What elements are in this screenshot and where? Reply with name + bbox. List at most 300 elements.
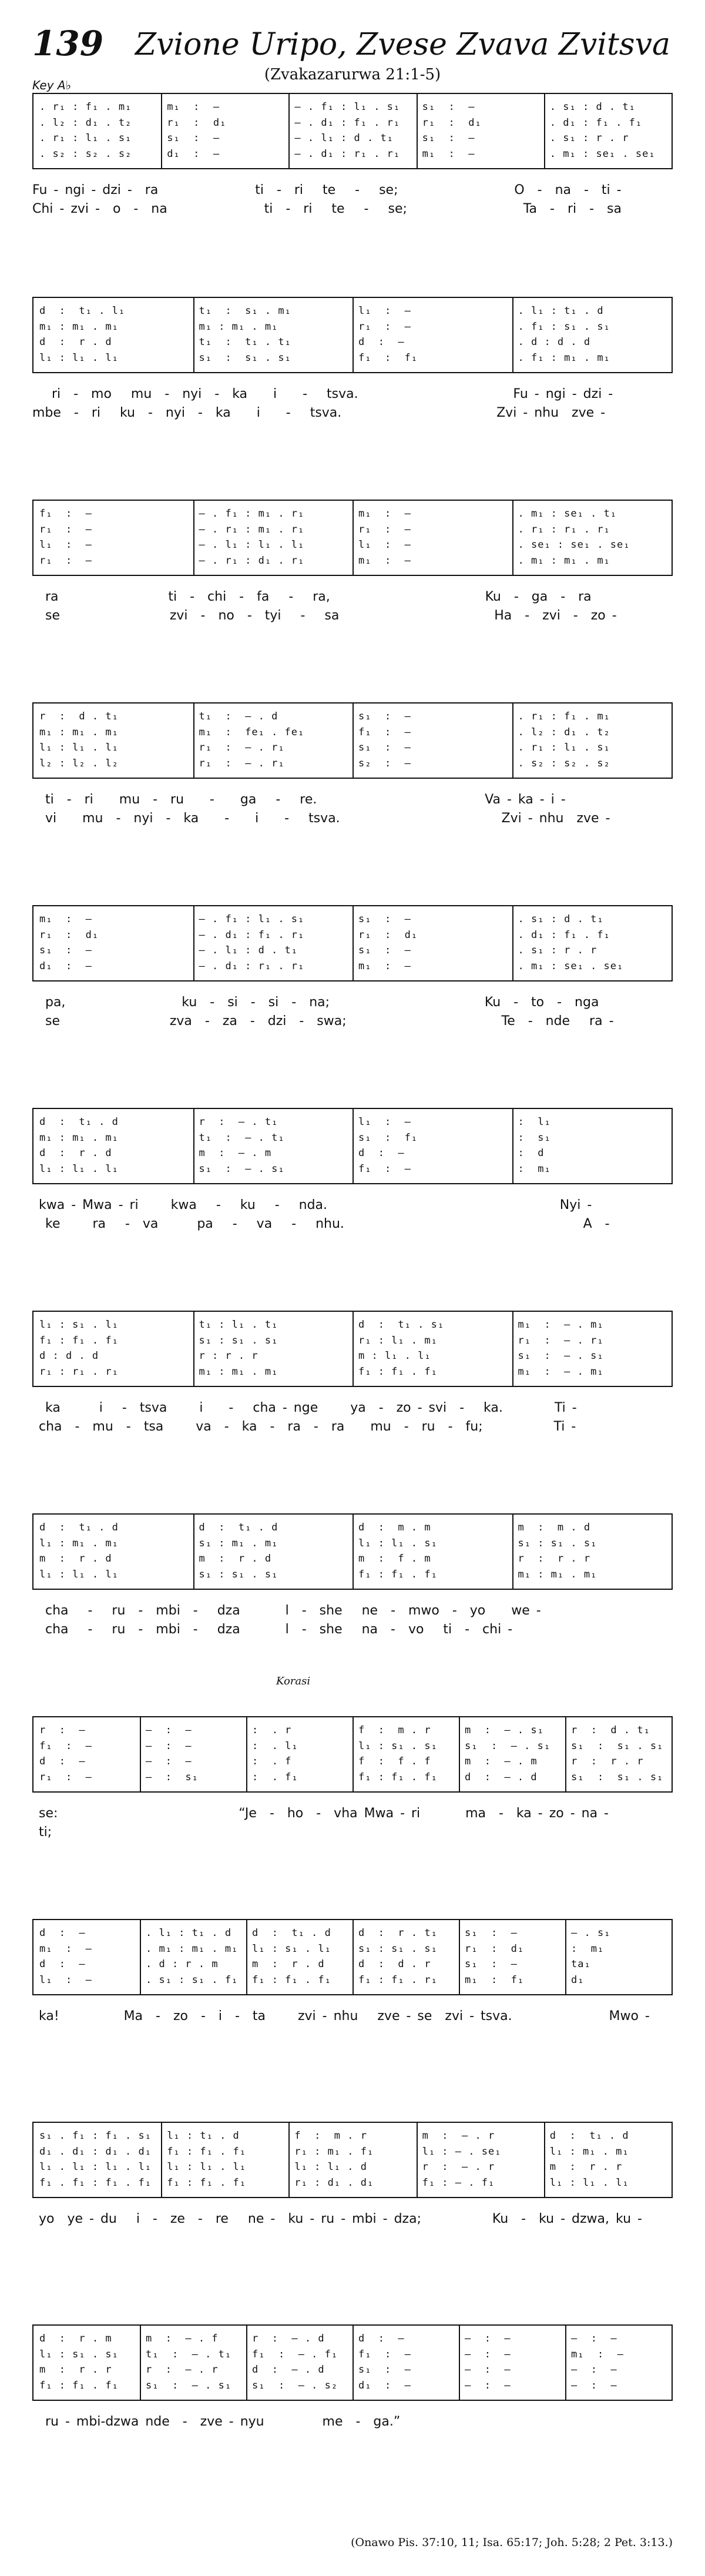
barline <box>565 1920 566 1994</box>
voice-line: – . f₁ : l₁ . s₁ <box>199 913 305 926</box>
voice-line: d : — <box>39 1756 86 1768</box>
barline <box>459 1920 460 1994</box>
measure <box>294 94 412 168</box>
measure <box>550 94 668 168</box>
voice-line: m : – . s₁ <box>465 1724 544 1737</box>
measure <box>465 2326 562 2400</box>
voice-line: l₁ . l₁ : l₁ . l₁ <box>39 2161 152 2173</box>
score-system <box>32 297 673 467</box>
voice-line: s₁ : — <box>465 1958 518 1971</box>
score-system <box>32 93 673 263</box>
voice-line: : . l₁ <box>252 1740 298 1752</box>
voice-line: . r₁ : l₁ . s₁ <box>518 742 610 754</box>
lyric-line: ke ra - va pa - va - nhu. A - <box>32 1217 610 1231</box>
voice-line: m : – . r <box>422 2130 495 2142</box>
measure <box>167 2123 285 2197</box>
lyric-line <box>32 2026 673 2045</box>
lyric-line: se: “Je - ho - vha Mwa - ri ma - ka - zo - na - <box>32 1806 609 1821</box>
barline <box>140 2326 141 2400</box>
barline <box>352 1109 354 1183</box>
voice-line: r : — <box>39 1724 86 1737</box>
voice-line: — : — <box>465 2364 511 2376</box>
voice-line: s₁ : — <box>465 1927 518 1939</box>
barline <box>352 704 354 778</box>
lyric-line: ti - ri mu - ru - ga - re. Va - ka - i - <box>32 792 566 807</box>
measure <box>358 1717 455 1791</box>
voice-line: d : t₁ . d <box>199 1522 278 1534</box>
voice-line: m₁ : — <box>39 1942 92 1955</box>
voice-line: f₁ : – . f₁ <box>422 2176 495 2189</box>
voice-line: : . r <box>252 1724 292 1737</box>
voice-line: . l₂ : d₁ . t₂ <box>39 116 132 129</box>
voice-line: s₁ . f₁ : f₁ . s₁ <box>39 2130 152 2142</box>
voice-line: m : r . r <box>39 2364 112 2376</box>
voice-line: f₁ : — <box>358 726 411 738</box>
voice-line: . r₁ : f₁ . m₁ <box>518 711 610 723</box>
lyrics-block <box>32 1196 673 1234</box>
measure <box>199 1109 350 1183</box>
voice-line: l₁ : l₁ . l₁ <box>167 2161 247 2173</box>
score-system <box>32 1108 673 1278</box>
footer-references: (Onawo Pis. 37:10, 11; Isa. 65:17; Joh. 5:28; 2 Pet. 3:13.) <box>351 2536 673 2549</box>
voice-line: m₁ : — <box>571 2348 624 2360</box>
voice-line: m : r . d <box>199 1553 272 1565</box>
voice-line: m₁ : m₁ . m₁ <box>199 320 278 333</box>
voice-line: r₁ : – . r₁ <box>518 1334 604 1346</box>
measure <box>550 2123 668 2197</box>
voice-line: m₁ : — <box>358 554 411 567</box>
voice-line: r₁ : — <box>358 320 411 333</box>
voice-line: m : r . d <box>252 1958 325 1971</box>
barline <box>512 1109 513 1183</box>
measure <box>252 1717 349 1791</box>
measure <box>199 906 350 980</box>
voice-line: r₁ : d₁ <box>465 1942 525 1955</box>
voice-line: . d : r . m <box>146 1958 219 1971</box>
voice-line: m₁ : — <box>39 913 92 926</box>
voice-line: m₁ : m₁ . m₁ <box>39 726 119 738</box>
voice-line: d : t₁ . d <box>39 1522 119 1534</box>
voice-line: . se₁ : se₁ . se₁ <box>518 539 630 551</box>
barline <box>417 2123 418 2197</box>
measure <box>39 2326 136 2400</box>
voice-line: – . d₁ : f₁ . r₁ <box>294 116 401 129</box>
lyrics-block <box>32 181 673 219</box>
voice-line: t₁ : – . t₁ <box>146 2348 232 2360</box>
voice-line: – . l₁ : l₁ . l₁ <box>199 539 305 551</box>
voice-line: f₁ : f₁ . r₁ <box>358 1974 438 1986</box>
lyric-line: cha - ru - mbi - dza l - she na - vo ti - chi - <box>32 1622 513 1637</box>
voice-line: t₁ : s₁ . m₁ <box>199 305 291 317</box>
voice-line: : m₁ <box>571 1942 605 1955</box>
voice-line: m : f . m <box>358 1553 431 1565</box>
voice-line: . s₁ : r . r <box>549 132 629 145</box>
voice-line: f₁ : f₁ . f₁ <box>39 1334 119 1346</box>
lyric-line <box>32 2229 673 2247</box>
measure <box>465 1717 562 1791</box>
lyrics-block <box>32 2007 673 2045</box>
measure <box>358 298 509 372</box>
voice-line: l₁ : m₁ . m₁ <box>549 2145 629 2158</box>
measure <box>422 2123 540 2197</box>
voice-line: s₁ : — <box>358 913 411 926</box>
voice-line: r : d . t₁ <box>571 1724 650 1737</box>
measure <box>518 1312 669 1386</box>
voice-line: s₁ : — <box>358 2364 411 2376</box>
barline <box>161 94 162 168</box>
measure <box>358 501 509 575</box>
voice-line: – . d₁ : r₁ . r₁ <box>294 148 401 160</box>
voice-line: r₁ : — <box>39 523 92 535</box>
voice-line: r₁ : – . r₁ <box>199 742 285 754</box>
voice-line: s₁ : — <box>358 944 411 957</box>
voice-line: . m₁ : m₁ . m₁ <box>518 554 610 567</box>
lyric-line <box>32 2431 673 2450</box>
voice-line: : l₁ <box>518 1116 551 1128</box>
voice-line: r₁ : — <box>358 523 411 535</box>
staff <box>32 297 673 373</box>
voice-line: — : — <box>465 2333 511 2345</box>
barline <box>512 906 513 980</box>
score-system <box>32 905 673 1076</box>
voice-line: . d₁ : f₁ . f₁ <box>549 116 643 129</box>
barline <box>288 2123 290 2197</box>
lyric-line: se zvi - no - tyi - sa Ha - zvi - zo - <box>32 608 617 623</box>
voice-line: l₁ : s₁ . s₁ <box>358 1740 438 1752</box>
measure <box>199 1515 350 1589</box>
voice-line: — : — <box>571 2333 617 2345</box>
voice-line: l₁ : l₁ . l₁ <box>39 1568 119 1580</box>
voice-line: f₁ : f₁ . f₁ <box>358 1771 438 1783</box>
voice-line: . f₁ : m₁ . m₁ <box>518 351 610 364</box>
voice-line: f₁ : — <box>39 508 92 520</box>
lyrics-block <box>32 1399 673 1436</box>
voice-line: . s₂ : s₂ . s₂ <box>518 757 610 769</box>
voice-line: . l₁ : t₁ . d <box>518 305 604 317</box>
voice-line: – . r₁ : d₁ . r₁ <box>199 554 305 567</box>
voice-line: . s₁ : d . t₁ <box>549 101 636 113</box>
barline <box>193 1312 194 1386</box>
voice-line: d₁ : — <box>167 148 220 160</box>
measure <box>358 2326 455 2400</box>
voice-line: t₁ : l₁ . t₁ <box>199 1319 278 1331</box>
voice-line: . s₁ : r . r <box>518 944 597 957</box>
voice-line: l₁ : — <box>39 539 92 551</box>
measure <box>146 2326 243 2400</box>
measure <box>146 1717 243 1791</box>
voice-line: – . d₁ : r₁ . r₁ <box>199 960 305 972</box>
lyric-line: ti; <box>32 1825 52 1840</box>
voice-line: d : r . d <box>39 336 112 349</box>
voice-line: s₁ : s₁ . s₁ <box>199 1334 278 1346</box>
voice-line: d : t₁ . s₁ <box>358 1319 445 1331</box>
voice-line: s₁ : — <box>422 101 475 113</box>
voice-line: f₁ : f₁ . f₁ <box>358 1365 438 1378</box>
voice-line: l₁ : l₁ . l₁ <box>39 742 119 754</box>
staff <box>32 1919 673 1995</box>
voice-line: r₁ : d₁ <box>167 116 227 129</box>
voice-line: m : – . f <box>146 2333 219 2345</box>
barline <box>459 2326 460 2400</box>
measure <box>39 298 190 372</box>
barline <box>352 298 354 372</box>
voice-line: . m₁ : se₁ . se₁ <box>549 148 656 160</box>
measure <box>39 1920 136 1994</box>
voice-line: s₂ : — <box>358 757 411 769</box>
hymn-title: Zvione Uripo, Zvese Zvava Zvitsva <box>135 27 670 62</box>
lyrics-block <box>32 993 673 1031</box>
measure <box>358 1515 509 1589</box>
voice-line: l₁ : l₁ . l₁ <box>39 1163 119 1175</box>
measure <box>358 1312 509 1386</box>
measure <box>39 906 190 980</box>
score-system <box>32 2122 673 2292</box>
voice-line: r : d . t₁ <box>39 711 119 723</box>
barline <box>193 298 194 372</box>
barline <box>512 1515 513 1589</box>
voice-line: . d₁ : f₁ . f₁ <box>518 929 610 941</box>
voice-line: d₁ : — <box>358 2379 411 2391</box>
lyric-line: pa, ku - si - si - na; Ku - to - nga <box>32 995 599 1010</box>
voice-line: . s₁ : s₁ . f₁ <box>146 1974 239 1986</box>
voice-line: – . l₁ : d . t₁ <box>294 132 394 145</box>
measure <box>252 2326 349 2400</box>
voice-line: f₁ : f₁ . f₁ <box>358 1568 438 1580</box>
key-signature: Key A♭ <box>32 78 72 92</box>
barline <box>512 501 513 575</box>
voice-line: d : r . d <box>39 1147 112 1160</box>
voice-line: . m₁ : m₁ . m₁ <box>146 1942 239 1955</box>
voice-line: . l₁ : t₁ . d <box>146 1927 232 1939</box>
barline <box>193 1515 194 1589</box>
lyrics-block <box>32 2210 673 2247</box>
voice-line: l₂ : l₂ . l₂ <box>39 757 119 769</box>
lyrics-block <box>32 385 673 423</box>
voice-line: d : t₁ . d <box>549 2130 629 2142</box>
staff <box>32 702 673 779</box>
lyric-line: ri - mo mu - nyi - ka i - tsva. Fu - ngi - dzi - <box>32 387 613 401</box>
voice-line: d : — <box>358 2333 405 2345</box>
staff <box>32 905 673 982</box>
voice-line: m₁ : – . m₁ <box>518 1319 604 1331</box>
barline <box>193 501 194 575</box>
korasi-label: Korasi <box>276 1675 311 1687</box>
voice-line: l₁ : — <box>358 1116 411 1128</box>
voice-line: – . f₁ : l₁ . s₁ <box>294 101 401 113</box>
voice-line: d : r . m <box>39 2333 112 2345</box>
voice-line: m : r . r <box>549 2161 623 2173</box>
voice-line: m₁ : f₁ <box>465 1974 525 1986</box>
voice-line: – . d₁ : f₁ . r₁ <box>199 929 305 941</box>
voice-line: ta₁ <box>571 1958 591 1971</box>
measure <box>199 704 350 778</box>
score-system <box>32 1919 673 2089</box>
voice-line: d₁ : — <box>39 960 92 972</box>
voice-line: r₁ : d₁ <box>39 929 99 941</box>
voice-line: r₁ : l₁ . m₁ <box>358 1334 438 1346</box>
barline <box>512 704 513 778</box>
voice-line: t₁ : – . d <box>199 711 278 723</box>
voice-line: f₁ : — <box>358 2348 411 2360</box>
measure <box>294 2123 412 2197</box>
voice-line: . l₂ : d₁ . t₂ <box>518 726 610 738</box>
voice-line: m₁ : – . m₁ <box>518 1365 604 1378</box>
voice-line: f₁ : f₁ <box>358 351 418 364</box>
lyrics-block <box>32 2413 673 2450</box>
measure <box>39 1312 190 1386</box>
measure <box>518 298 669 372</box>
voice-line: f₁ : f₁ . f₁ <box>167 2176 247 2189</box>
voice-line: s₁ : s₁ . s₁ <box>199 1568 278 1580</box>
voice-line: . r₁ : f₁ . m₁ <box>39 101 132 113</box>
voice-line: s₁ : — <box>358 742 411 754</box>
voice-line: . s₂ : s₂ . s₂ <box>39 148 132 160</box>
measure <box>39 1717 136 1791</box>
voice-line: t₁ : t₁ . t₁ <box>199 336 291 349</box>
voice-line: r : – . r <box>422 2161 495 2173</box>
voice-line: d : t₁ . d <box>39 1116 119 1128</box>
voice-line: m₁ : — <box>358 960 411 972</box>
measure <box>571 1717 668 1791</box>
voice-line: m : r . d <box>39 1553 112 1565</box>
voice-line: s₁ : m₁ . m₁ <box>199 1537 278 1549</box>
voice-line: l₁ : — <box>358 539 411 551</box>
staff <box>32 2122 673 2198</box>
measure <box>422 94 540 168</box>
voice-line: d : — <box>39 1958 86 1971</box>
barline <box>565 2326 566 2400</box>
voice-line: l₁ : – . se₁ <box>422 2145 502 2158</box>
measure <box>39 704 190 778</box>
voice-line: — : — <box>571 2364 617 2376</box>
measure <box>252 1920 349 1994</box>
voice-line: — : s₁ <box>146 1771 199 1783</box>
voice-line: d : – . d <box>252 2364 325 2376</box>
barline <box>352 1312 354 1386</box>
voice-line: f : f . f <box>358 1756 431 1768</box>
barline <box>140 1717 141 1791</box>
barline <box>161 2123 162 2197</box>
voice-line: l₁ : s₁ . l₁ <box>39 1319 119 1331</box>
voice-line: m : – . m <box>465 1756 538 1768</box>
voice-line: f₁ : f₁ . f₁ <box>39 2379 119 2391</box>
measure <box>518 1515 669 1589</box>
lyric-line: kwa - Mwa - ri kwa - ku - nda. Nyi - <box>32 1198 592 1212</box>
voice-line: d : d . d <box>39 1350 99 1362</box>
voice-line: m₁ : — <box>422 148 475 160</box>
voice-line: s₁ : – . s₁ <box>518 1350 604 1362</box>
measure <box>358 1109 509 1183</box>
measure <box>571 1920 668 1994</box>
lyric-line: se zva - za - dzi - swa; Te - nde ra - <box>32 1014 614 1029</box>
voice-line: d : — <box>358 336 405 349</box>
barline <box>288 94 290 168</box>
lyric-line: mbe - ri ku - nyi - ka i - tsva. Zvi - nhu zve - <box>32 406 606 420</box>
barline <box>193 704 194 778</box>
voice-line: — : — <box>146 1756 192 1768</box>
measure <box>199 298 350 372</box>
score-system <box>32 500 673 670</box>
score-system <box>32 702 673 873</box>
voice-line: m₁ : fe₁ . fe₁ <box>199 726 305 738</box>
staff <box>32 500 673 576</box>
measure <box>199 1312 350 1386</box>
voice-line: s₁ : s₁ . s₁ <box>571 1771 664 1783</box>
measure <box>358 906 509 980</box>
barline <box>544 94 545 168</box>
voice-line: : . f <box>252 1756 292 1768</box>
voice-line: l₁ : t₁ . d <box>167 2130 240 2142</box>
staff <box>32 1716 673 1793</box>
voice-line: — : — <box>146 1724 192 1737</box>
lyrics-block <box>32 588 673 625</box>
voice-line: d : r . t₁ <box>358 1927 438 1939</box>
voice-line: — : — <box>465 2379 511 2391</box>
lyric-line: ra ti - chi - fa - ra, Ku - ga - ra <box>32 589 592 604</box>
voice-line: r₁ : d₁ <box>358 929 418 941</box>
voice-line: s₁ : – . s₁ <box>465 1740 551 1752</box>
voice-line: . r₁ : l₁ . s₁ <box>39 132 132 145</box>
voice-line: m₁ : m₁ . m₁ <box>39 1131 119 1144</box>
lyrics-block <box>32 790 673 828</box>
voice-line: – . f₁ : m₁ . r₁ <box>199 508 305 520</box>
voice-line: d₁ . d₁ : d₁ . d₁ <box>39 2145 152 2158</box>
voice-line: — : — <box>465 2348 511 2360</box>
voice-line: — : — <box>571 2379 617 2391</box>
voice-line: f₁ : – . f₁ <box>252 2348 338 2360</box>
lyric-line: yo ye - du i - ze - re ne - ku - ru - mbi - dza; Ku - ku - dzwa, ku - <box>32 2212 642 2226</box>
voice-line: f : m . r <box>358 1724 431 1737</box>
score-system <box>32 1716 673 1887</box>
staff <box>32 2324 673 2401</box>
barline <box>544 2123 545 2197</box>
barline <box>352 501 354 575</box>
barline <box>417 94 418 168</box>
voice-line: m₁ : — <box>167 101 220 113</box>
voice-line: s₁ : — <box>422 132 475 145</box>
measure <box>518 906 669 980</box>
voice-line: r₁ : d₁ . d₁ <box>294 2176 374 2189</box>
voice-line: f₁ . f₁ : f₁ . f₁ <box>39 2176 152 2189</box>
voice-line: r₁ : m₁ . f₁ <box>294 2145 374 2158</box>
voice-line: r : r . r <box>518 1553 591 1565</box>
voice-line: t₁ : – . t₁ <box>199 1131 285 1144</box>
voice-line: : d <box>518 1147 545 1160</box>
measure <box>39 2123 157 2197</box>
lyric-line: Chi - zvi - o - na ti - ri te - se; Ta - ri - sa <box>32 202 622 216</box>
voice-line: f₁ : — <box>358 1163 411 1175</box>
measure <box>571 2326 668 2400</box>
barline <box>140 1920 141 1994</box>
voice-line: — : — <box>146 1740 192 1752</box>
voice-line: d : t₁ . l₁ <box>39 305 126 317</box>
voice-line: d₁ <box>571 1974 585 1986</box>
voice-line: r : – . d <box>252 2333 325 2345</box>
voice-line: f₁ : f₁ . f₁ <box>252 1974 331 1986</box>
voice-line: m : m . d <box>518 1522 591 1534</box>
voice-line: d : – . d <box>465 1771 538 1783</box>
voice-line: s₁ : – . s₁ <box>146 2379 232 2391</box>
measure <box>358 1920 455 1994</box>
voice-line: s₁ : – . s₁ <box>199 1163 285 1175</box>
voice-line: d : d . r <box>358 1958 431 1971</box>
voice-line: . f₁ : s₁ . s₁ <box>518 320 610 333</box>
staff <box>32 1108 673 1184</box>
lyric-line: cha - mu - tsa va - ka - ra - ra mu - ru - fu; Ti - <box>32 1419 576 1434</box>
voice-line: r : – . r <box>146 2364 219 2376</box>
lyrics-block <box>32 1804 673 1842</box>
voice-line: l₁ : — <box>358 305 411 317</box>
